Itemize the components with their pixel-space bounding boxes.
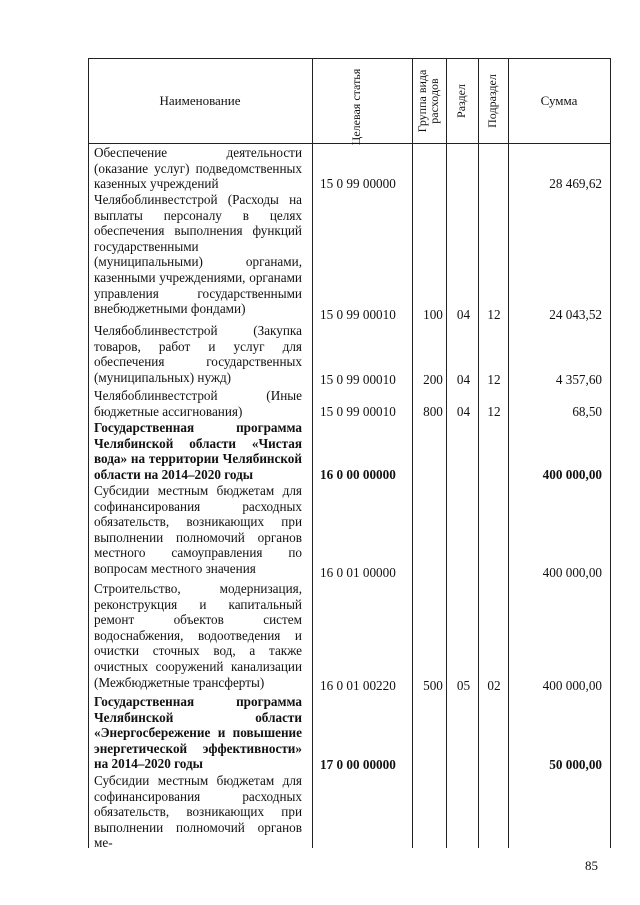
row-name: Обеспечение деятельности (оказание услуг) подведомственных казенных учреждений [94, 145, 302, 192]
row-section: 04 [456, 307, 471, 322]
row-name: Челябоблинвестстрой (Закупка товаров, работ и услуг для обеспечения государственных (муниципальных) нужд) [94, 323, 302, 385]
row-group: 800 [423, 404, 443, 419]
row-name: Челябоблинвестстрой (Иные бюджетные ассигнования) [94, 388, 302, 419]
row-subsection: 12 [487, 307, 501, 322]
row-sum: 400 000,00 [542, 565, 602, 580]
header-name: Наименование [159, 93, 241, 108]
page-number: 85 [585, 858, 598, 873]
row-code: 16 0 01 00000 [320, 565, 396, 580]
row-group: 100 [423, 307, 443, 322]
row-section: 04 [456, 404, 471, 419]
row-name: Строительство, модернизация, реконструкция и капитальный ремонт объектов систем водоснабжения, водоотведения и очистки сточных вод, а также очистных сооружений канализации (Межбюджетные трансферты) [94, 581, 302, 690]
row-sum: 24 043,52 [549, 307, 602, 322]
row-code: 16 0 01 00220 [320, 678, 396, 693]
column-divider [508, 58, 509, 848]
row-sum: 50 000,00 [549, 757, 602, 772]
row-section: 05 [456, 678, 471, 693]
row-code: 15 0 99 00010 [320, 307, 396, 322]
row-section: 04 [456, 372, 471, 387]
row-name: Челябоблинвестстрой (Расходы на выплаты персоналу в целях обеспечения выполнения функций государственными (муниципальными) органами, казенными учреждениями, органами управления государственными внебюджетными фондами) [94, 192, 302, 317]
column-divider [478, 58, 479, 848]
row-name: Государственная программа Челябинской области «Энергосбережение и повышение энергетической эффективности» на 2014–2020 годы [94, 694, 302, 772]
row-group: 200 [423, 372, 443, 387]
row-sum: 68,50 [572, 404, 602, 419]
row-sum: 400 000,00 [542, 678, 602, 693]
row-name: Государственная программа Челябинской области «Чистая вода» на территории Челябинской области на 2014–2020 годы [94, 420, 302, 482]
header-sum: Сумма [540, 93, 578, 108]
row-sum: 28 469,62 [549, 176, 602, 191]
row-code: 16 0 00 00000 [320, 467, 396, 482]
column-divider [312, 58, 313, 848]
header-target: Целевая статья [349, 68, 363, 146]
row-code: 15 0 99 00010 [320, 372, 396, 387]
column-divider [412, 58, 413, 848]
row-code: 15 0 99 00010 [320, 404, 396, 419]
row-subsection: 02 [487, 678, 501, 693]
row-name: Субсидии местным бюджетам для софинансирования расходных обязательств, возникающих при выполнении полномочий органов местного самоуправления по вопросам местного значения [94, 483, 302, 576]
column-divider [88, 58, 89, 848]
row-code: 17 0 00 00000 [320, 757, 396, 772]
column-divider [446, 58, 447, 848]
row-sum: 4 357,60 [555, 372, 602, 387]
row-group: 500 [423, 678, 443, 693]
row-name: Субсидии местным бюджетам для софинансирования расходных обязательств, возникающих при выполнении полномочий органов ме- [94, 773, 302, 851]
header-subsection: Подраздел [485, 74, 499, 128]
row-subsection: 12 [487, 404, 501, 419]
header-group: Группа вида расходов [415, 69, 441, 133]
header-section: Раздел [454, 84, 468, 118]
row-subsection: 12 [487, 372, 501, 387]
row-sum: 400 000,00 [542, 467, 602, 482]
row-code: 15 0 99 00000 [320, 176, 396, 191]
column-divider [610, 58, 611, 848]
